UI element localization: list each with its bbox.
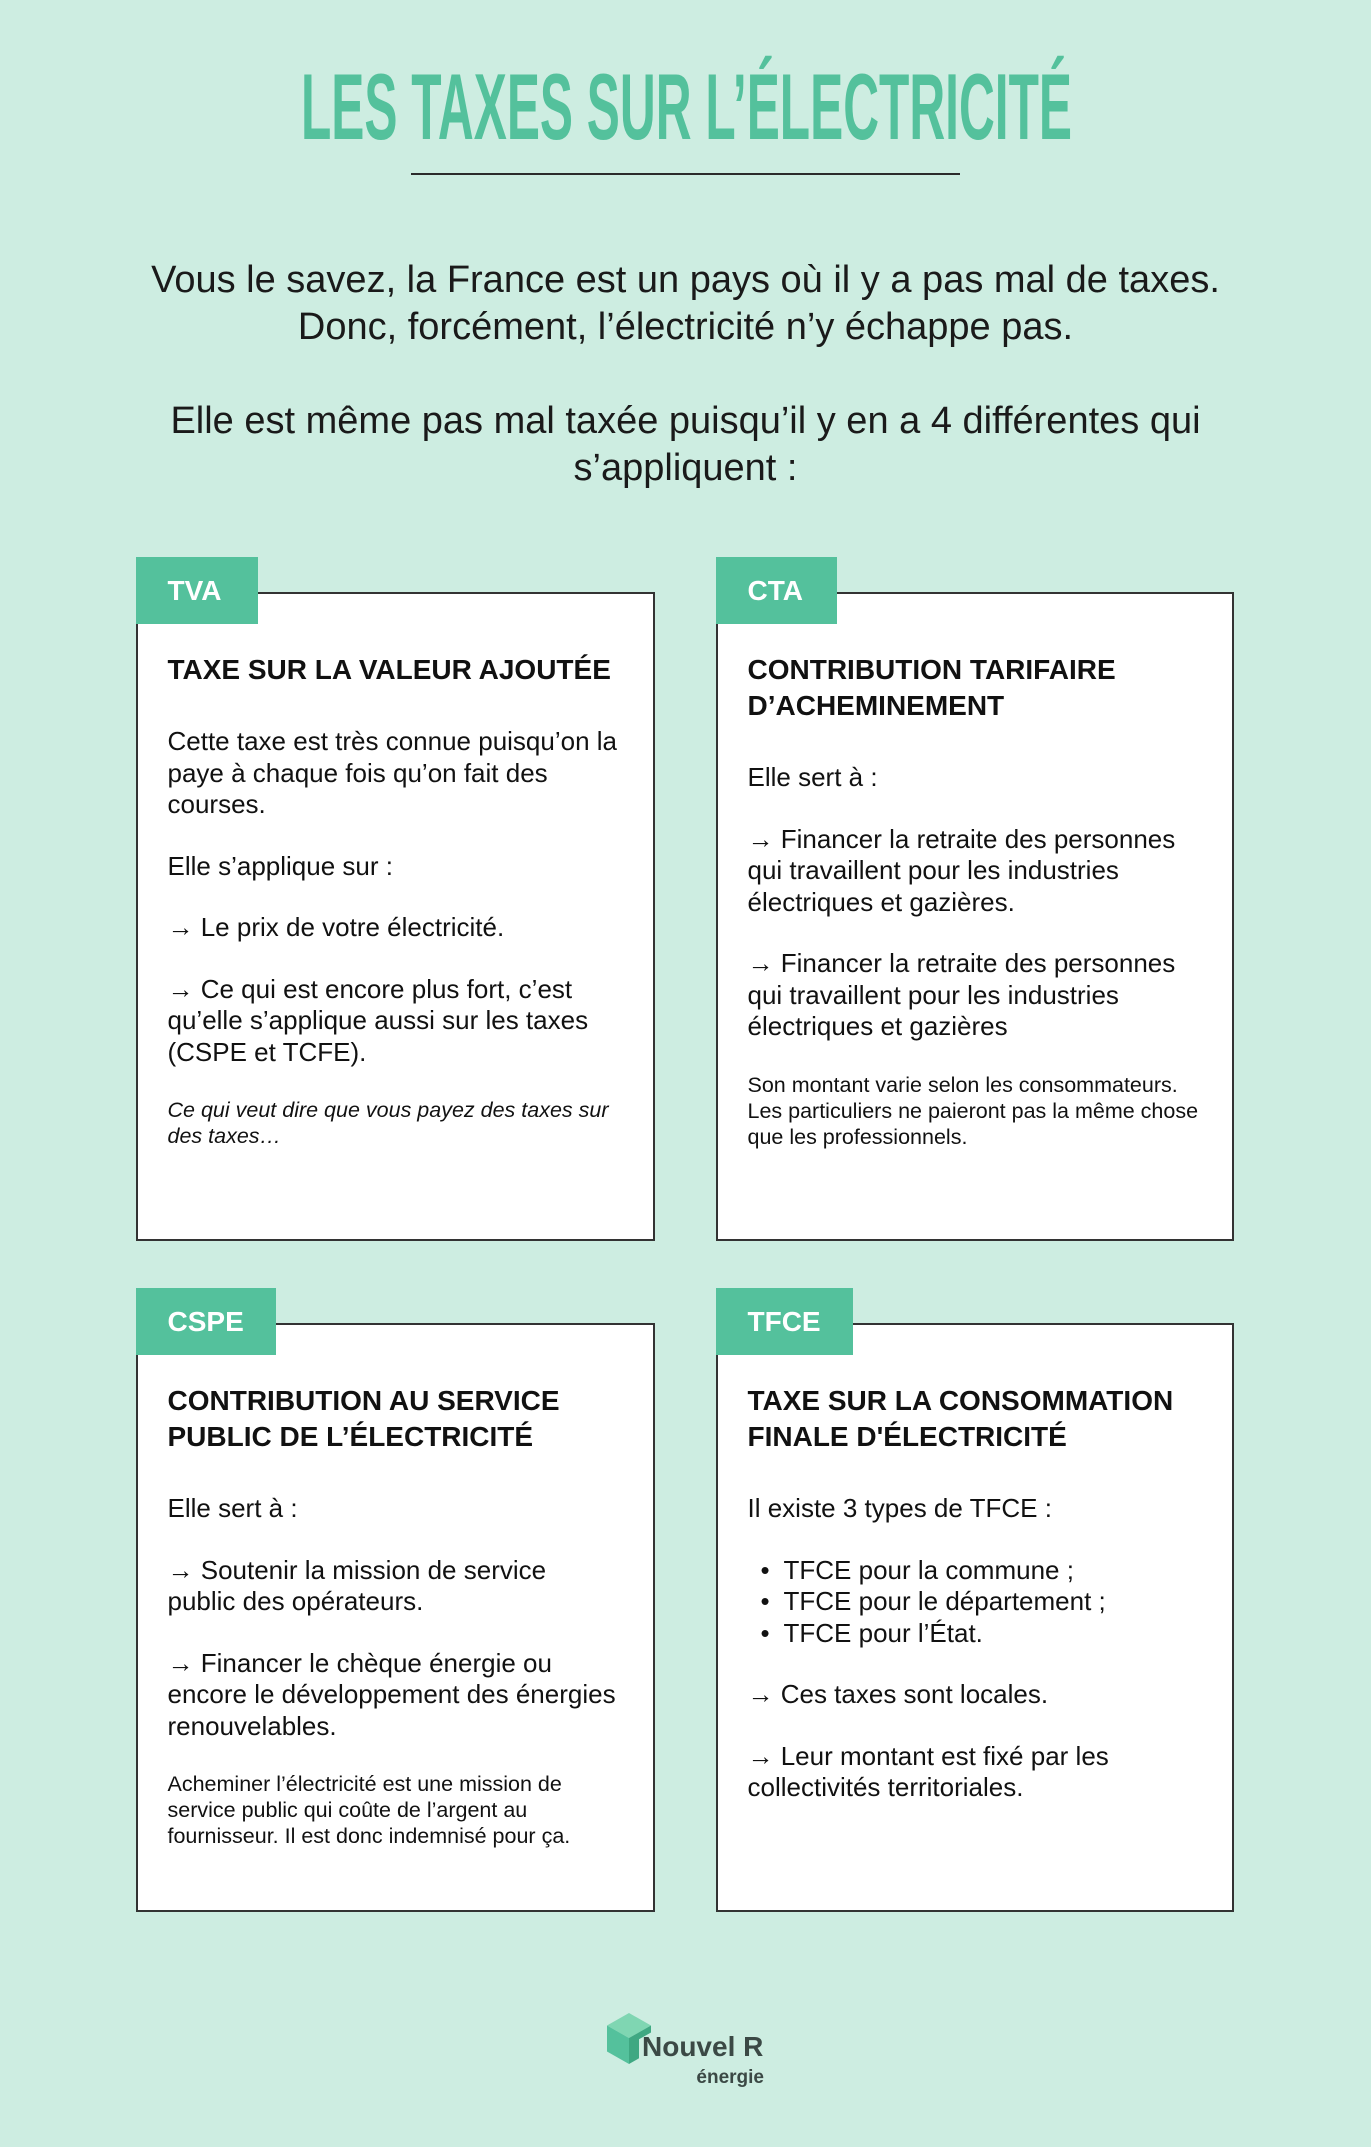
tax-card-title: TAXE SUR LA VALEUR AJOUTÉE	[167, 654, 611, 685]
page-title-banner	[301, 40, 1072, 152]
intro-text	[0, 257, 1371, 492]
tax-card-tfce	[716, 1306, 1234, 1912]
title-divider	[411, 173, 960, 175]
list-item: • TFCE pour l’État.	[748, 1618, 1219, 1650]
tax-card-title: CONTRIBUTION AU SERVICE PUBLIC DE L’ÉLECTRICITÉ	[167, 1385, 560, 1452]
list-item: • TFCE pour le département ;	[748, 1586, 1219, 1618]
card-paragraph: Elle sert à :	[167, 1493, 298, 1523]
intro-paragraph: Vous le savez, la France est un pays où il y a pas mal de taxes. Donc, forcément, l’électricité n’y échappe pas.	[151, 259, 1220, 348]
tax-card-tva	[136, 575, 655, 1241]
tax-tag: CTA	[716, 557, 837, 624]
brand-logo	[607, 2010, 767, 2090]
tax-card-cta	[716, 575, 1234, 1241]
card-paragraph: Il existe 3 types de TFCE :	[747, 1493, 1052, 1523]
card-arrow-point: → Ces taxes sont locales.	[747, 1679, 1049, 1709]
card-arrow-point: → Leur montant est fixé par les collectivités territoriales.	[747, 1740, 1109, 1802]
card-paragraph: Elle s’applique sur :	[167, 850, 393, 881]
tax-tag: CSPE	[136, 1288, 276, 1355]
card-arrow-point: → Ce qui est encore plus fort, c’est qu’elle s’applique aussi sur les taxes (CSPE et TCFE).	[167, 973, 589, 1067]
tax-card-title: CONTRIBUTION TARIFAIRE D’ACHEMINEMENT	[747, 654, 1116, 721]
logo-tagline: énergie	[696, 2067, 764, 2088]
card-arrow-point: → Le prix de votre électricité.	[167, 912, 505, 942]
card-arrow-point: → Financer la retraite des personnes qui travaillent pour les industries électriques et gazières	[747, 948, 1176, 1041]
tax-card-title: TAXE SUR LA CONSOMMATION FINALE D'ÉLECTRICITÉ	[747, 1385, 1174, 1452]
card-note: Son montant varie selon les consommateurs. Les particuliers ne paieront pas la même chose que les professionnels.	[747, 1072, 1199, 1149]
tax-tag: TVA	[136, 557, 258, 624]
logo-wordmark: Nouvel R	[642, 2031, 764, 2062]
card-note: Acheminer l’électricité est une mission de service public qui coûte de l’argent au fournisseur. Il est donc indemnisé pour ça.	[167, 1772, 571, 1848]
list-item: • TFCE pour la commune ;	[748, 1555, 1219, 1587]
card-arrow-point: → Financer le chèque énergie ou encore le développement des énergies renouvelables.	[167, 1647, 616, 1741]
page-title: LES TAXES SUR L’ÉLECTRICITÉ	[301, 54, 1072, 152]
tfce-type-list	[748, 1555, 1219, 1650]
card-arrow-point: → Soutenir la mission de service public des opérateurs.	[167, 1554, 547, 1616]
card-note: Ce qui veut dire que vous payez des taxes sur des taxes…	[167, 1098, 609, 1148]
tax-card-cspe	[136, 1306, 655, 1912]
intro-paragraph: Elle est même pas mal taxée puisqu’il y en a 4 différentes qui s’appliquent :	[170, 400, 1201, 489]
card-paragraph: Cette taxe est très connue puisqu’on la paye à chaque fois qu’on fait des courses.	[167, 726, 618, 819]
tax-tag: TFCE	[716, 1288, 853, 1355]
card-paragraph: Elle sert à :	[747, 762, 878, 792]
card-arrow-point: → Financer la retraite des personnes qui travaillent pour les industries électriques et gazières.	[747, 823, 1176, 917]
